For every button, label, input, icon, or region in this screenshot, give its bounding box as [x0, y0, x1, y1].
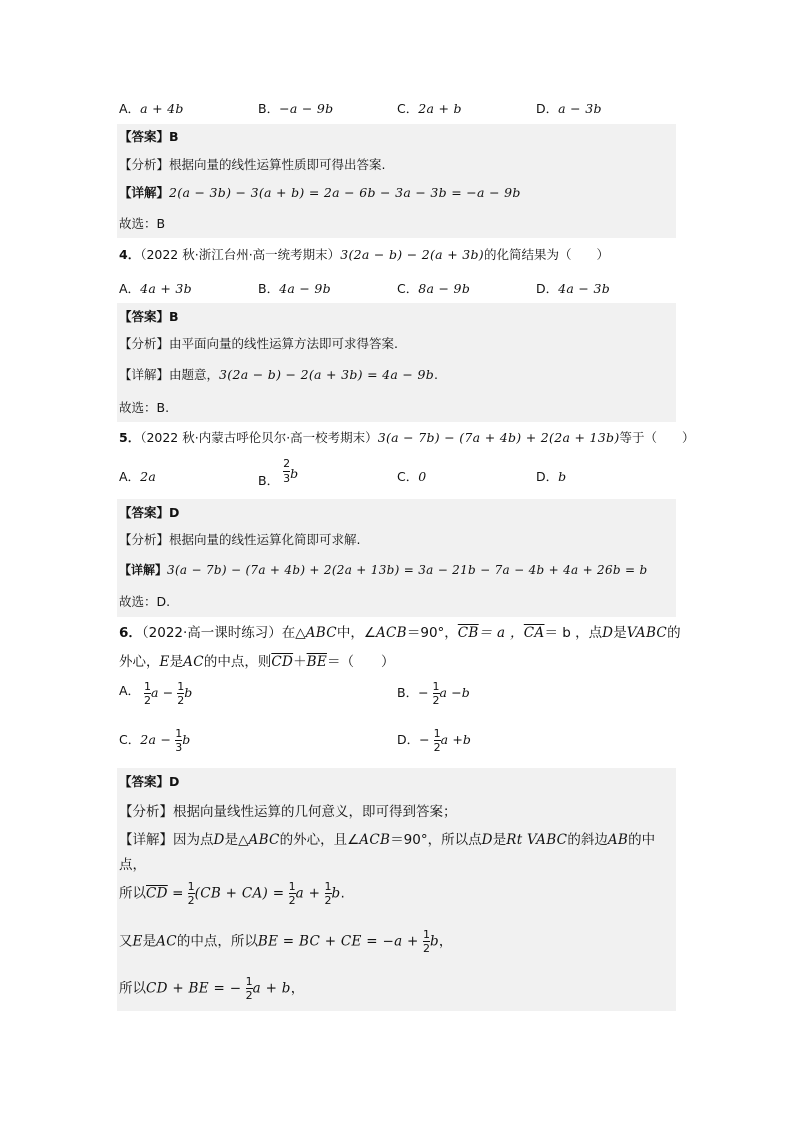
q5-analysis: 【分析】根据向量的线性运算化简即可求解.	[119, 532, 361, 547]
q3-option-d: D．a − 3b	[536, 101, 602, 116]
q6-analysis: 【分析】根据向量线性运算的几何意义，即可得到答案；	[119, 804, 457, 820]
q5-option-a: A．2a	[119, 469, 157, 484]
q3-conclusion: 故选：B	[119, 216, 166, 231]
q6-detail-line1: 【详解】因为点D是△ABC的外心，且∠ACB＝90°，所以点D是Rt VABC的斜边AB的中	[119, 832, 656, 848]
q4-option-d: D．4a − 3b	[536, 281, 611, 296]
q4-solution-block	[117, 303, 676, 422]
q4-analysis: 【分析】由平面向量的线性运算方法即可求得答案.	[119, 336, 398, 351]
fraction: $\frac{1}{2}$	[324, 880, 332, 907]
q3-detail: 【详解】2(a − 3b) − 3(a + b) = 2a − 6b − 3a − 3b = −a − 9b	[119, 185, 521, 200]
q5-stem: 5．（2022 秋·内蒙古呼伦贝尔·高一校考期末）3(a − 7b) − (7a + 4b) + 2(2a + 13b)等于（ ）	[119, 430, 695, 445]
q3-option-a: A．a + 4b	[119, 101, 184, 116]
q5-conclusion: 故选：D.	[119, 594, 171, 609]
fraction: $\frac{1}{2}$	[245, 975, 253, 1002]
q3-option-c: C．2a + b	[397, 101, 462, 116]
fraction: $\frac{1}{2}$	[144, 680, 152, 707]
fraction: $\frac{1}{2}$	[177, 680, 185, 707]
q6-step3: 所以CD + BE = − $\frac{1}{2}$ a + b，	[119, 975, 305, 1002]
fraction: $\frac{1}{2}$	[187, 880, 195, 907]
q3-analysis: 【分析】根据向量的线性运算性质即可得出答案.	[119, 157, 386, 172]
q5-solution-block	[117, 499, 676, 617]
q4-detail: 【详解】由题意，3(2a − b) − 2(a + 3b) = 4a − 9b.	[119, 367, 438, 382]
q6-option-a: A． $\frac{1}{2}$ a − $\frac{1}{2}$ b	[119, 680, 193, 707]
q5-option-b: B． $\frac{2}{3}$ b	[258, 457, 299, 488]
q6-option-c: C．2a − $\frac{1}{3}$ b	[119, 727, 191, 754]
q5-detail: 【详解】3(a − 7b) − (7a + 4b) + 2(2a + 13b) = 3a − 21b − 7a − 4b + 4a + 26b = b	[119, 563, 648, 577]
q4-option-c: C．8a − 9b	[397, 281, 471, 296]
fraction: $\frac{1}{2}$	[288, 880, 296, 907]
q4-stem: 4．（2022 秋·浙江台州·高一统考期末）3(2a − b) − 2(a + 3b)的化简结果为（ ）	[119, 247, 609, 262]
q5-option-c: C．0	[397, 469, 427, 484]
q4-option-b: B．4a − 9b	[258, 281, 331, 296]
q4-option-a: A．4a + 3b	[119, 281, 192, 296]
q5-answer: 【答案】D	[119, 505, 180, 520]
q6-step2: 又E是AC的中点，所以BE = BC + CE = −a + $\frac{1}{2}$ b，	[119, 928, 453, 955]
q6-stem-line2: 外心，E是AC的中点，则$\overline{CD}+\overline{BE}=$（ ）	[119, 654, 395, 670]
q6-answer: 【答案】D	[119, 774, 180, 789]
q6-step1: 所以$\overline{CD}$ = $\frac{1}{2}$ (CB + CA) = $\frac{1}{2}$ a + $\frac{1}{2}$ b.	[119, 880, 345, 907]
q6-option-d: D．− $\frac{1}{2}$ a +b	[397, 727, 472, 754]
fraction: $\frac{2}{3}$	[283, 457, 291, 485]
q5-option-d: D．b	[536, 469, 567, 484]
q6-option-b: B．− $\frac{1}{2}$ a −b	[397, 680, 471, 707]
fraction: $\frac{1}{2}$	[422, 928, 430, 955]
q3-answer: 【答案】B	[119, 129, 179, 144]
q3-solution-block	[117, 124, 676, 238]
fraction: $\frac{1}{2}$	[432, 680, 440, 707]
q3-option-b: B．−a − 9b	[258, 101, 334, 116]
fraction: $\frac{1}{3}$	[175, 727, 183, 754]
q4-conclusion: 故选：B.	[119, 400, 170, 415]
q6-stem-line1: 6．（2022·高一课时练习）在△ABC中，∠ACB＝90°，$\overline{CB}= a$ ，$\overline{CA}= b$ ，点D是VABC的	[119, 625, 681, 641]
q6-detail-line2: 点，	[119, 857, 146, 873]
fraction: $\frac{1}{2}$	[433, 727, 441, 754]
q4-answer: 【答案】B	[119, 309, 179, 324]
